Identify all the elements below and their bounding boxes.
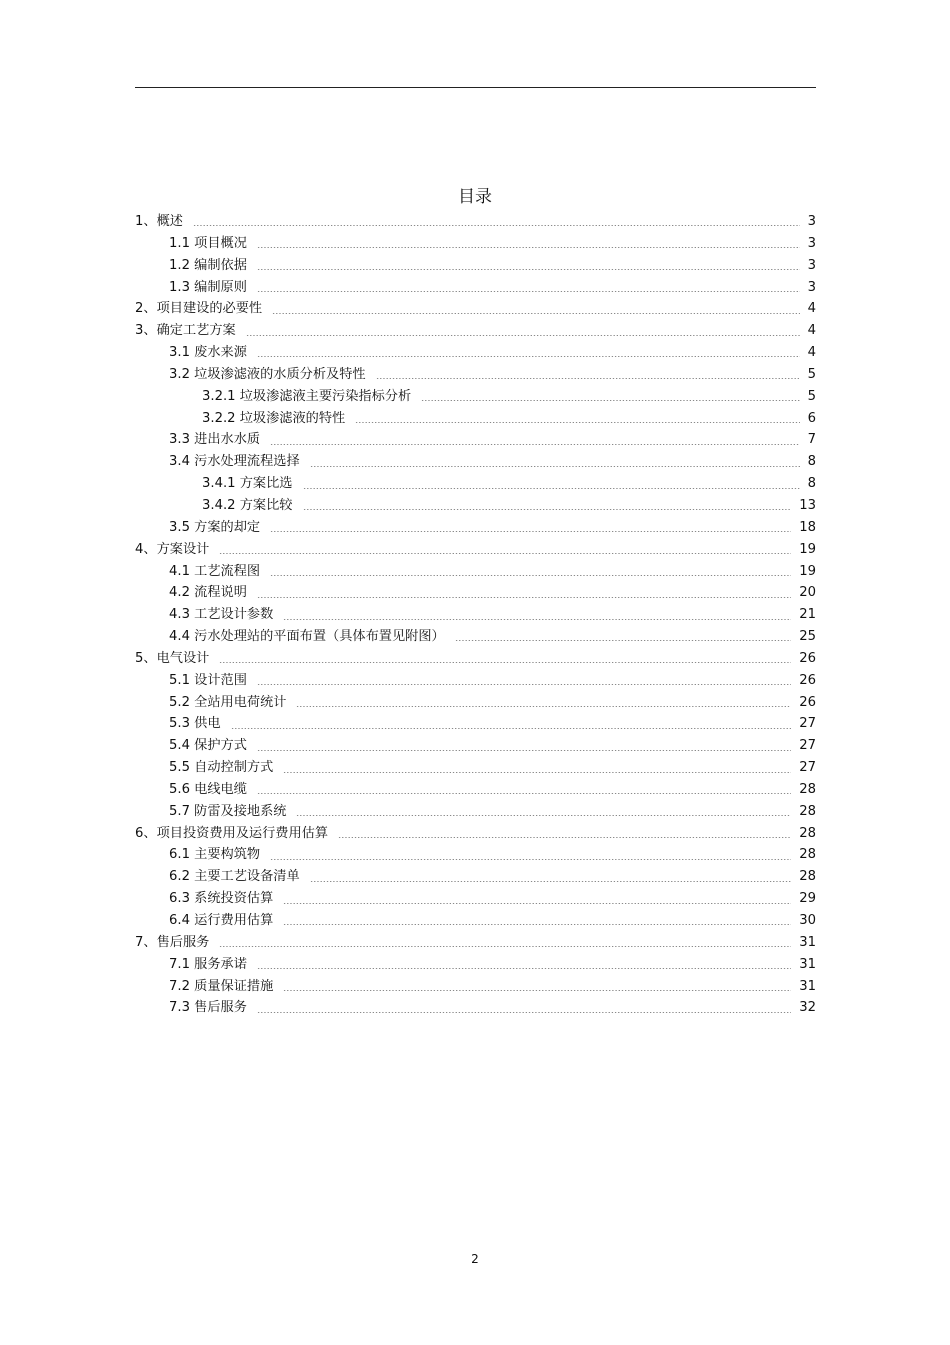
toc-entry-page: 6 <box>807 410 816 426</box>
toc-entry-title: 3.5 方案的却定 <box>169 519 261 535</box>
dot-leader <box>257 291 800 292</box>
toc-entry-page: 5 <box>807 388 816 404</box>
toc-entry[interactable] <box>135 779 816 801</box>
toc-entry-page: 27 <box>799 738 816 754</box>
dot-leader <box>338 837 791 838</box>
toc-entry-title: 7.1 服务承诺 <box>169 956 247 972</box>
toc-entry-title: 1.1 项目概况 <box>169 235 247 251</box>
toc-entry-page: 4 <box>807 301 816 317</box>
dot-leader <box>246 335 800 336</box>
toc-entry-title: 6.1 主要构筑物 <box>169 847 261 863</box>
dot-leader <box>303 488 800 489</box>
dot-leader <box>257 597 791 598</box>
toc-entry[interactable] <box>135 823 816 845</box>
dot-leader <box>257 968 791 969</box>
toc-entry[interactable] <box>135 604 816 626</box>
toc-entry-title: 2、项目建设的必要性 <box>135 301 263 317</box>
toc-entry-page: 27 <box>799 716 816 732</box>
toc-entry-page: 28 <box>799 825 816 841</box>
toc-entry-title: 6.3 系统投资估算 <box>169 891 274 907</box>
table-of-contents <box>135 211 816 1019</box>
dot-leader <box>219 946 791 947</box>
toc-entry-page: 31 <box>799 956 816 972</box>
toc-entry[interactable] <box>135 997 816 1019</box>
toc-entry-page: 31 <box>799 934 816 950</box>
toc-entry-title: 6.4 运行费用估算 <box>169 913 274 928</box>
dot-leader <box>310 881 792 882</box>
toc-entry[interactable] <box>135 866 816 888</box>
page-number: 2 <box>471 1252 479 1266</box>
toc-entry-page: 28 <box>799 803 816 819</box>
toc-entry-page: 3 <box>807 235 816 251</box>
toc-entry[interactable] <box>135 735 816 757</box>
toc-entry-page: 28 <box>799 781 816 797</box>
toc-entry-title: 4.4 污水处理站的平面布置（具体布置见附图） <box>169 629 445 645</box>
toc-entry-page: 20 <box>799 585 816 601</box>
toc-entry[interactable] <box>135 801 816 823</box>
toc-entry-title: 3.3 进出水水质 <box>169 432 261 448</box>
toc-entry-title: 1、概述 <box>135 214 183 229</box>
toc-entry[interactable] <box>135 233 816 255</box>
toc-entry[interactable] <box>135 757 816 779</box>
dot-leader <box>257 684 791 685</box>
toc-entry-page: 32 <box>799 1000 816 1016</box>
dot-leader <box>310 466 800 467</box>
toc-entry[interactable] <box>135 626 816 648</box>
toc-entry-page: 4 <box>807 345 816 361</box>
dot-leader <box>270 444 800 445</box>
toc-entry-title: 7.2 质量保证措施 <box>169 978 274 994</box>
dot-leader <box>270 859 791 860</box>
toc-entry[interactable] <box>135 473 816 495</box>
toc-entry-title: 3.2 垃圾渗滤液的水质分析及特性 <box>169 366 366 382</box>
toc-entry-title: 5.3 供电 <box>169 716 221 732</box>
dot-leader <box>272 313 800 314</box>
dot-leader <box>219 662 791 663</box>
toc-entry-title: 5.2 全站用电荷统计 <box>169 694 287 710</box>
toc-entry[interactable] <box>135 517 816 539</box>
dot-leader <box>455 640 791 641</box>
toc-entry[interactable] <box>135 451 816 473</box>
toc-entry[interactable] <box>135 932 816 954</box>
toc-entry-title: 4.2 流程说明 <box>169 585 247 601</box>
dot-leader <box>421 400 799 401</box>
header-rule <box>135 87 816 88</box>
toc-entry[interactable] <box>135 408 816 430</box>
toc-entry-title: 5.4 保护方式 <box>169 738 247 754</box>
toc-entry[interactable] <box>135 561 816 583</box>
toc-entry-page: 26 <box>799 694 816 710</box>
toc-entry-title: 5.7 防雷及接地系统 <box>169 803 287 819</box>
toc-entry-title: 3.2.2 垃圾渗滤液的特性 <box>202 410 346 426</box>
dot-leader <box>257 750 791 751</box>
toc-entry-title: 4、方案设计 <box>135 541 210 557</box>
toc-entry[interactable] <box>135 342 816 364</box>
dot-leader <box>270 575 791 576</box>
toc-entry-title: 3.4.2 方案比较 <box>202 497 293 513</box>
toc-entry-title: 5.6 电线电缆 <box>169 781 247 797</box>
toc-entry[interactable] <box>135 539 816 561</box>
toc-entry[interactable] <box>135 670 816 692</box>
toc-entry-page: 31 <box>799 978 816 994</box>
toc-entry[interactable] <box>135 582 816 604</box>
toc-entry-page: 3 <box>807 214 816 229</box>
toc-entry-page: 30 <box>799 913 816 928</box>
toc-entry[interactable] <box>135 364 816 386</box>
toc-entry-page: 18 <box>799 519 816 535</box>
toc-entry-page: 27 <box>799 760 816 776</box>
toc-entry-page: 3 <box>807 257 816 273</box>
toc-entry-title: 4.1 工艺流程图 <box>169 563 261 579</box>
toc-entry[interactable] <box>135 386 816 408</box>
toc-entry-page: 3 <box>807 279 816 295</box>
toc-entry[interactable] <box>135 277 816 299</box>
toc-entry-page: 21 <box>799 607 816 623</box>
dot-leader <box>376 378 800 379</box>
dot-leader <box>257 356 800 357</box>
toc-entry-title: 5.1 设计范围 <box>169 672 247 688</box>
dot-leader <box>231 728 792 729</box>
toc-entry-title: 1.3 编制原则 <box>169 279 247 295</box>
toc-entry[interactable] <box>135 910 816 932</box>
toc-entry-title: 7.3 售后服务 <box>169 1000 247 1016</box>
toc-entry-page: 19 <box>799 563 816 579</box>
toc-entry-title: 5.5 自动控制方式 <box>169 760 274 776</box>
dot-leader <box>193 225 800 226</box>
toc-entry-title: 1.2 编制依据 <box>169 257 247 273</box>
toc-entry-title: 3.4.1 方案比选 <box>202 476 293 492</box>
toc-entry-page: 26 <box>799 650 816 666</box>
toc-entry-title: 3.2.1 垃圾渗滤液主要污染指标分析 <box>202 388 412 404</box>
toc-entry-page: 5 <box>807 366 816 382</box>
toc-entry[interactable] <box>135 692 816 714</box>
dot-leader <box>283 924 791 925</box>
toc-entry-page: 28 <box>799 847 816 863</box>
toc-entry-page: 29 <box>799 891 816 907</box>
toc-entry-title: 5、电气设计 <box>135 650 210 666</box>
toc-entry-page: 28 <box>799 869 816 885</box>
toc-entry[interactable] <box>135 211 816 233</box>
toc-entry-page: 13 <box>799 497 816 513</box>
toc-entry-title: 3.1 废水来源 <box>169 345 247 361</box>
toc-entry-title: 3、确定工艺方案 <box>135 323 236 339</box>
toc-entry[interactable] <box>135 844 816 866</box>
dot-leader <box>283 990 791 991</box>
toc-title: 目录 <box>458 187 492 207</box>
dot-leader <box>270 531 791 532</box>
dot-leader <box>257 247 800 248</box>
dot-leader <box>283 619 791 620</box>
toc-entry[interactable] <box>135 495 816 517</box>
dot-leader <box>303 509 792 510</box>
toc-entry-title: 7、售后服务 <box>135 934 210 950</box>
toc-entry[interactable] <box>135 429 816 451</box>
toc-entry-title: 6、项目投资费用及运行费用估算 <box>135 825 329 841</box>
toc-entry-page: 26 <box>799 672 816 688</box>
toc-entry-page: 8 <box>807 476 816 492</box>
toc-entry-page: 4 <box>807 323 816 339</box>
dot-leader <box>219 553 791 554</box>
toc-entry-page: 7 <box>807 432 816 448</box>
dot-leader <box>296 706 791 707</box>
toc-entry[interactable] <box>135 954 816 976</box>
toc-entry-title: 4.3 工艺设计参数 <box>169 607 274 623</box>
dot-leader <box>283 903 791 904</box>
dot-leader <box>355 422 799 423</box>
dot-leader <box>283 772 791 773</box>
toc-entry[interactable] <box>135 888 816 910</box>
toc-entry[interactable] <box>135 255 816 277</box>
toc-entry-title: 6.2 主要工艺设备清单 <box>169 869 300 885</box>
toc-entry[interactable] <box>135 976 816 998</box>
toc-entry-title: 3.4 污水处理流程选择 <box>169 454 300 470</box>
dot-leader <box>257 1012 791 1013</box>
toc-entry-page: 19 <box>799 541 816 557</box>
toc-entry-page: 25 <box>799 629 816 645</box>
toc-entry[interactable] <box>135 298 816 320</box>
dot-leader <box>257 269 800 270</box>
toc-entry[interactable] <box>135 320 816 342</box>
toc-entry-page: 8 <box>807 454 816 470</box>
toc-entry[interactable] <box>135 648 816 670</box>
toc-entry[interactable] <box>135 713 816 735</box>
dot-leader <box>257 793 791 794</box>
dot-leader <box>296 815 791 816</box>
